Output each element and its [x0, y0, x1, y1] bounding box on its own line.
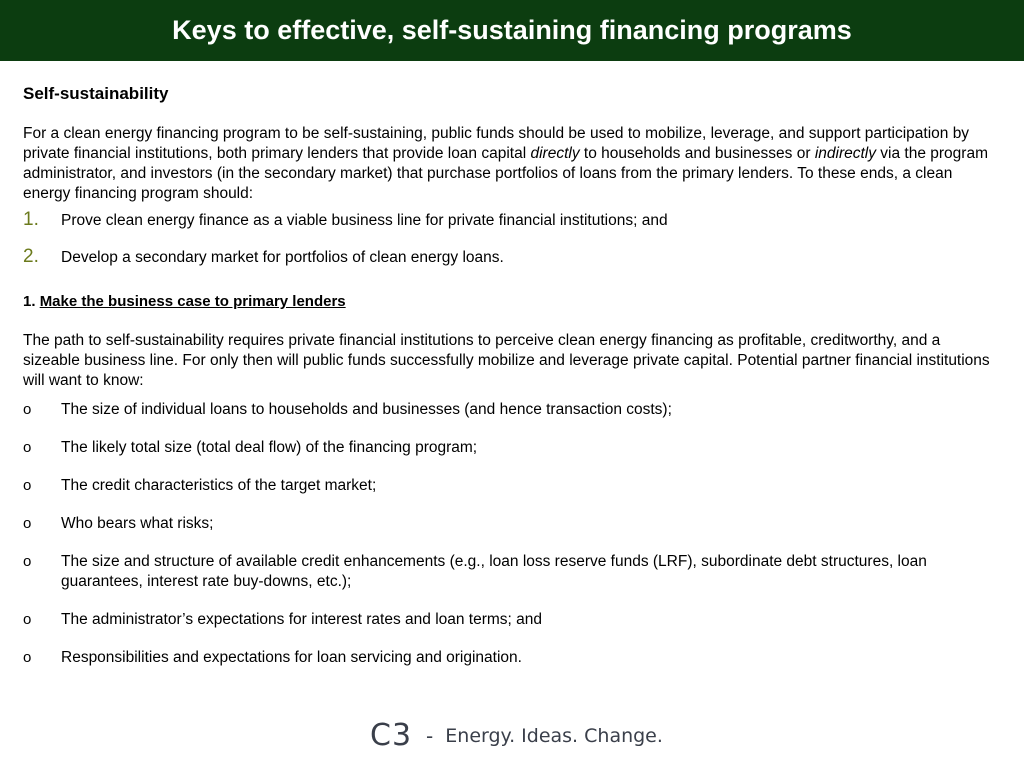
goal-text: Develop a secondary market for portfolios of clean energy loans.: [61, 249, 504, 266]
heading-underlined: Make the business case to primary lenders: [39, 293, 346, 310]
bullet-marker: o: [23, 401, 32, 418]
intro-emphasis-indirectly: indirectly: [814, 145, 876, 162]
bullet-marker: o: [23, 649, 32, 666]
list-item: [23, 476, 993, 514]
heading-number: 1.: [23, 293, 40, 310]
c3-logo-mark: C3: [370, 718, 413, 753]
goal-text: Prove clean energy finance as a viable business line for private financial institutions; and: [61, 212, 668, 229]
logo-dash: -: [426, 723, 434, 748]
intro-text-1: For a clean energy financing program to be self-sustaining, public funds should be used to mobilize, leverage, and support participation by private financial institutions, both primary lenders that provide loan capital: [23, 125, 970, 162]
slide-title: Keys to effective, self-sustaining financing programs: [172, 15, 852, 45]
list-item: [23, 610, 993, 648]
section-heading-business-case: [23, 292, 993, 312]
title-bar: [0, 0, 1024, 61]
list-item: [23, 514, 993, 552]
slide-content: [23, 84, 993, 678]
list-item-text: Who bears what risks;: [61, 515, 214, 532]
list-item-text: The administrator’s expectations for interest rates and loan terms; and: [61, 611, 543, 628]
bullet-marker: o: [23, 515, 32, 532]
logo-tagline: Energy. Ideas. Change.: [445, 724, 663, 747]
questions-list: [23, 400, 993, 678]
goal-item: [23, 247, 993, 284]
section-heading-self-sustainability: Self-sustainability: [23, 84, 169, 103]
list-item: [23, 552, 993, 610]
intro-text-2: to households and businesses or: [579, 145, 815, 162]
goal-number: 1.: [23, 209, 39, 230]
list-item: [23, 438, 993, 476]
list-item: [23, 648, 993, 678]
list-item-text: The size and structure of available credit enhancements (e.g., loan loss reserve funds (LRF), subordinate debt structures, loan guarantees, interest rate buy-downs, etc.);: [61, 553, 927, 590]
list-item-text: The credit characteristics of the target market;: [61, 477, 377, 494]
goals-list: [23, 210, 993, 284]
business-case-paragraph: The path to self-sustainability requires private financial institutions to perceive clean energy financing as profitable, creditworthy, and a sizeable business line. For only then will public funds successfully mobilize and leverage private capital. Potential partner financial institutions will want to know:: [23, 332, 990, 389]
list-item: [23, 400, 993, 438]
list-item-text: Responsibilities and expectations for loan servicing and origination.: [61, 649, 522, 666]
list-item-text: The likely total size (total deal flow) of the financing program;: [61, 439, 478, 456]
bullet-marker: o: [23, 477, 32, 494]
bullet-marker: o: [23, 611, 32, 628]
intro-emphasis-directly: directly: [530, 145, 580, 162]
bullet-marker: o: [23, 439, 32, 456]
goal-item: [23, 210, 993, 247]
intro-text-3: via the program administrator, and investors (in the secondary market) that purchase portfolios of loans from the primary lenders. To these ends, a clean energy financing program should:: [23, 145, 988, 202]
goal-number: 2.: [23, 246, 39, 267]
list-item-text: The size of individual loans to households and businesses (and hence transaction costs);: [61, 401, 672, 418]
intro-paragraph: [23, 124, 993, 204]
c3-logo: [370, 718, 663, 753]
bullet-marker: o: [23, 553, 32, 570]
